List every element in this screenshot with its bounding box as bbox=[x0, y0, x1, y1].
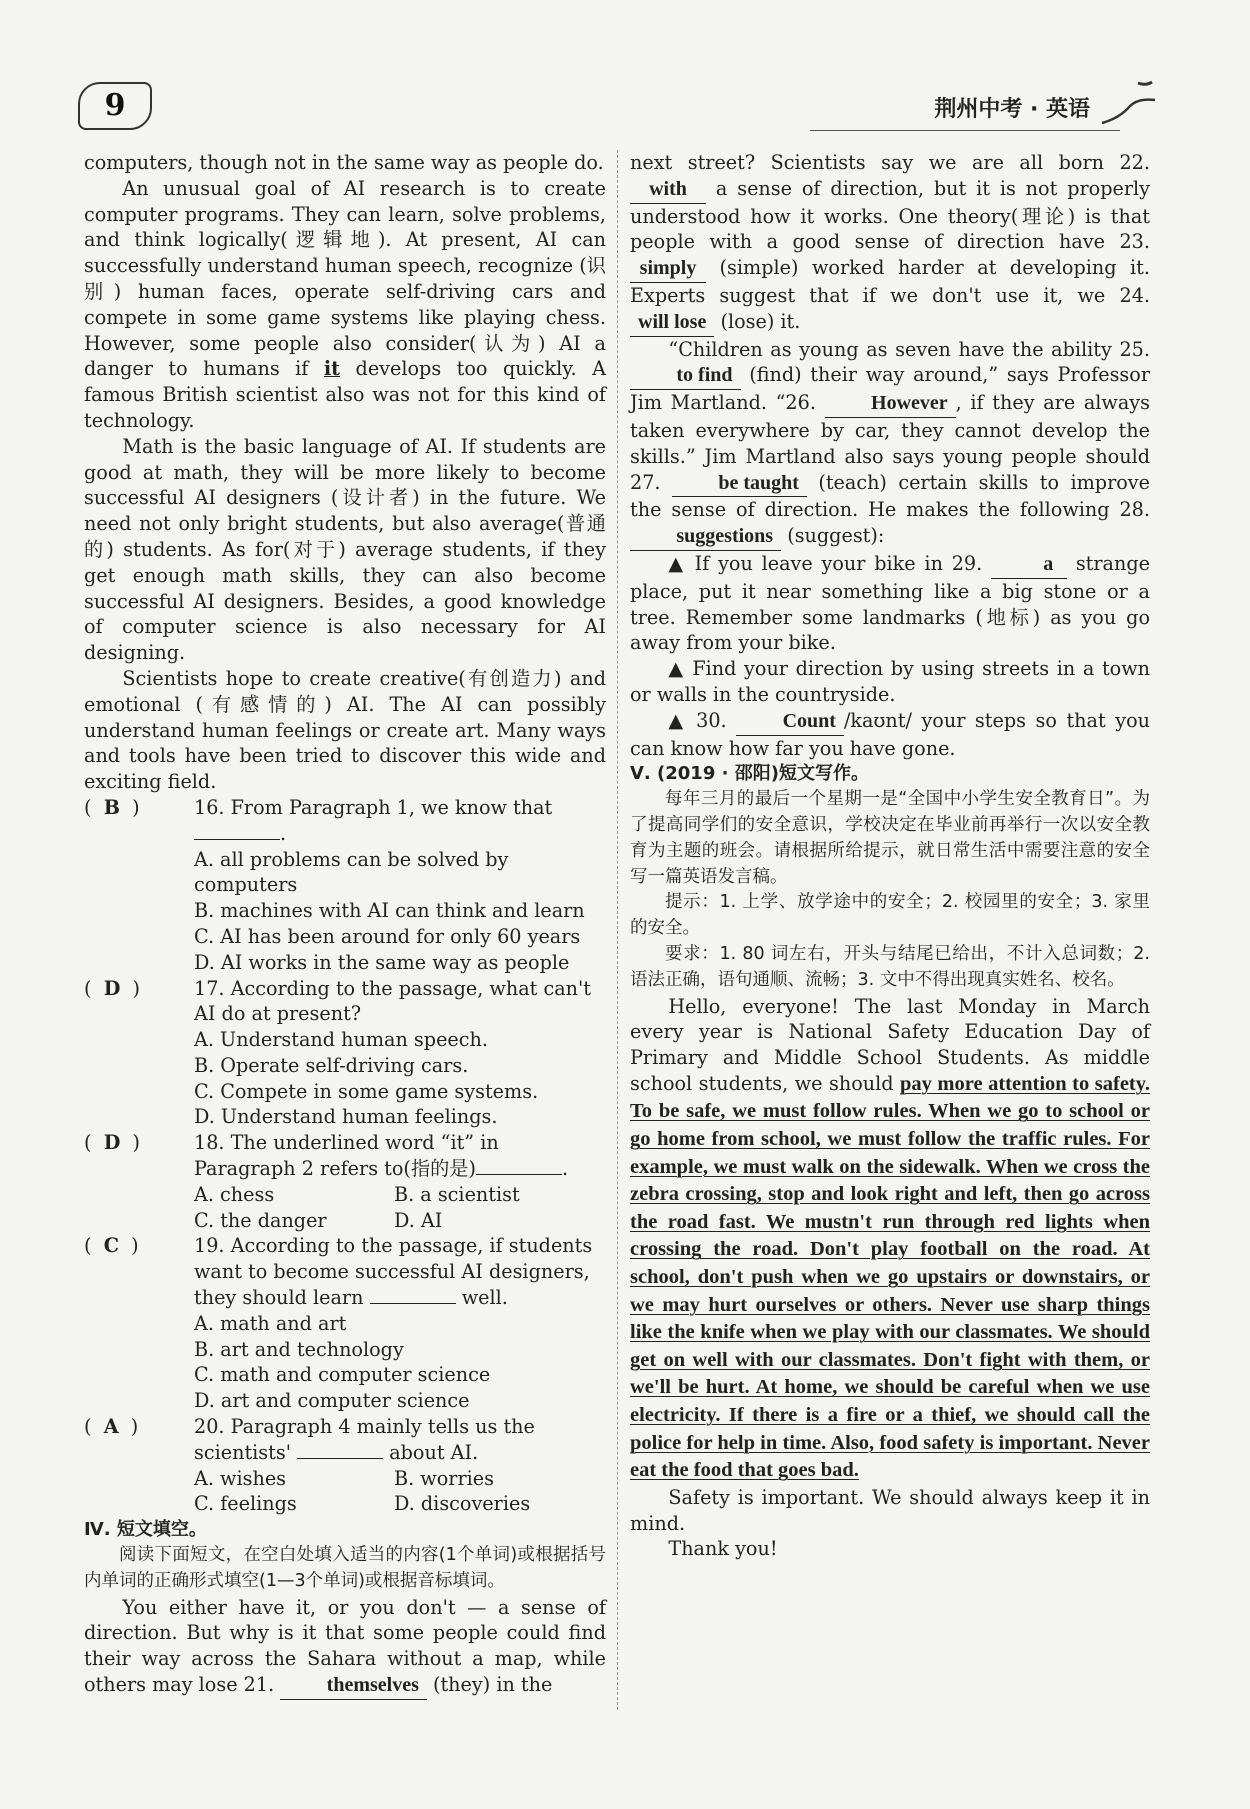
page-number: 9 bbox=[78, 82, 152, 130]
header-title: 荆州中考 · 英语 bbox=[934, 97, 1090, 122]
question-17: ( D ) 17. According to the passage, what can't AI do at present? A. Understand human speech. B. Operate self-driving cars. C. Compete in some game systems. D. Understand human feelings. bbox=[84, 976, 606, 1131]
question-stem: 17. According to the passage, what can't AI do at present? bbox=[194, 976, 591, 1026]
writing-prompt: 每年三月的最后一个星期一是“全国中小学生安全教育日”。为了提高同学们的安全意识，学校决定在毕业前再举行一次以安全教育为主题的班会。请根据所给提示，就日常生活中需要注意的安全写一篇英语发言稿。 bbox=[630, 789, 1150, 887]
blank-21: themselves bbox=[280, 1673, 427, 1700]
blank-23: simply bbox=[630, 256, 706, 283]
blank-25: to find bbox=[630, 363, 741, 390]
essay-thanks: Thank you! bbox=[668, 1537, 778, 1561]
passage-paragraph-4: Scientists hope to create creative(有创造力) and emotional (有感情的) AI. The AI can possibly understand human feelings or create art. Many ways and tools have been tried to discover this wide and exciting field. bbox=[84, 666, 606, 794]
section-4-instructions: 阅读下面短文，在空白处填入适当的内容(1个单词)或根据括号内单词的正确形式填空(1—3个单词)或根据音标填词。 bbox=[84, 1545, 606, 1591]
option-a: A. Understand human speech. bbox=[194, 1028, 488, 1052]
section-5-title: Ⅴ. (2019 · 邵阳)短文写作。 bbox=[630, 763, 869, 785]
option-c: C. the danger bbox=[194, 1208, 327, 1232]
question-stem: 20. Paragraph 4 mainly tells us the scientists' bbox=[194, 1415, 535, 1464]
blank-27: be taught bbox=[672, 471, 807, 498]
passage-paragraph-2 bbox=[84, 176, 606, 434]
answer-17: D bbox=[103, 976, 121, 1000]
cloze-tip-3: ▲ 30. Count /kaʊnt/ your steps so that you can know how far you have gone. bbox=[630, 708, 1150, 760]
option-b: B. machines with AI can think and learn bbox=[194, 899, 585, 923]
blank-22: with bbox=[630, 177, 706, 204]
cloze-paragraph-1-cont: next street? Scientists say we are all born 22. with a sense of direction, but it is not properly understood how it works. One theory(理论) is that people with a good sense of direction have 23. simply (simple) worked harder at developing it. Experts suggest that if we don't use it, we 24. will lose (lose) it. bbox=[630, 150, 1150, 337]
answer-19: C bbox=[103, 1234, 119, 1258]
option-d: D. AI works in the same way as people bbox=[194, 950, 570, 974]
paragraph-text-end: develops too quickly. A famous British scientist also was not for this kind of technology. bbox=[84, 357, 606, 432]
option-c: C. AI has been around for only 60 years bbox=[194, 924, 581, 948]
question-19: ( C ) 19. According to the passage, if students want to become successful AI designers, they should learn well. A. math and art B. art and technology C. math and computer science D. art and computer science bbox=[84, 1233, 606, 1414]
blank-30: Count bbox=[736, 709, 844, 736]
blank-29: a bbox=[991, 552, 1067, 579]
blank-28: suggestions bbox=[630, 524, 781, 551]
option-c: C. feelings bbox=[194, 1492, 297, 1516]
passage-continued: computers, though not in the same way as people do. bbox=[84, 151, 604, 174]
option-d: D. discoveries bbox=[394, 1492, 531, 1516]
question-stem: 19. According to the passage, if students want to become successful AI designers, they should learn bbox=[194, 1234, 593, 1310]
question-stem: 16. From Paragraph 1, we know that bbox=[194, 795, 553, 819]
answer-18: D bbox=[103, 1131, 121, 1155]
question-20: ( A ) 20. Paragraph 4 mainly tells us the scientists' about AI. A. wishes B. worries C. feelings D. discoveries bbox=[84, 1414, 606, 1517]
essay-answer: pay more attention to safety. To be safe, we must follow rules. When we go to school or go home from school, we must follow the traffic rules. For example, we must walk on the sidewalk. When we cross the zebra crossing, stop and look right and left, then go across the road fast. We mustn't run through red lights when crossing the road. Don't play football on the road. At school, don't push when we go upstairs or downstairs, or we may hurt ourselves or others. Never use sharp things like the knife when we play with our classmates. We should get on well with our classmates. Don't fight with them, or we'll be hurt. At home, we should be careful when we use electricity. If there is a fire or a thief, we should call the police for help in time. Also, food safety is important. Never eat the food that goes bad. bbox=[630, 1072, 1150, 1482]
cloze-paragraph-1: You either have it, or you don't — a sense of direction. But why is it that some people could find their way across the Sahara without a map, while others may lose 21. themselves (they) in the bbox=[84, 1595, 606, 1700]
answer-blank bbox=[370, 1303, 456, 1304]
page-header bbox=[70, 78, 1160, 138]
option-a: A. wishes bbox=[194, 1466, 287, 1490]
option-b: B. worries bbox=[394, 1466, 494, 1490]
option-d: D. art and computer science bbox=[194, 1389, 470, 1413]
option-a: A. chess bbox=[194, 1182, 275, 1206]
question-18: ( D ) 18. The underlined word “it” in Paragraph 2 refers to(指的是) . A. chess B. a scientist C. the danger D. AI bbox=[84, 1130, 606, 1233]
option-b: B. a scientist bbox=[394, 1182, 520, 1206]
paragraph-text: An unusual goal of AI research is to create computer programs. They can learn, solve problems, and think logically(逻辑地). At present, AI can successfully understand human speech, recognize (识别) human faces, operate self-driving cars and compete in some game systems like playing chess. However, some people also consider(认为) AI a danger to humans if bbox=[84, 176, 606, 381]
left-column bbox=[84, 150, 606, 1700]
swoosh-ornament-icon bbox=[1100, 78, 1160, 128]
option-a: A. all problems can be solved by computers bbox=[194, 847, 509, 897]
right-column bbox=[630, 150, 1150, 1562]
answer-blank bbox=[476, 1174, 562, 1175]
underlined-word-it: it bbox=[323, 357, 341, 381]
passage-paragraph-3: Math is the basic language of AI. If students are good at math, they will be more likely to become successful AI designers (设计者) in the future. We need not only bright students, but also average(普通的) students. As for(对于) average students, if they get enough math skills, they can also become successful AI designers. Besides, a good knowledge of computer science is also necessary for AI designing. bbox=[84, 434, 606, 665]
option-b: B. Operate self-driving cars. bbox=[194, 1053, 469, 1077]
answer-blank bbox=[297, 1458, 383, 1459]
answer-20: A bbox=[103, 1415, 119, 1439]
option-d: D. Understand human feelings. bbox=[194, 1105, 498, 1129]
essay-opening: Hello, everyone! The last Monday in March every year is National Safety Education Day of Primary and Middle School Students. As middle school students, we should pay more attention to safety. To be safe, we must follow rules. When we go to school or go home from school, we must follow the traffic rules. For example, we must walk on the sidewalk. When we cross the zebra crossing, stop and look right and left, then go across the road fast. We mustn't run through red lights when crossing the road. Don't play football on the road. At school, don't push when we go upstairs or downstairs, or we may hurt ourselves or others. Never use sharp things like the knife when we play with our classmates. We should get on well with our classmates. Don't fight with them, or we'll be hurt. At home, we should be careful when we use electricity. If there is a fire or a thief, we should call the police for help in time. Also, food safety is important. Never eat the food that goes bad. bbox=[630, 994, 1150, 1482]
option-c: C. math and computer science bbox=[194, 1363, 491, 1387]
column-divider bbox=[617, 150, 618, 1710]
option-a: A. math and art bbox=[194, 1311, 347, 1335]
blank-24: will lose bbox=[630, 310, 714, 337]
question-stem: 18. The underlined word “it” in Paragraph 2 refers to(指的是) bbox=[194, 1131, 499, 1181]
section-4-title: Ⅳ. 短文填空。 bbox=[84, 1519, 207, 1541]
writing-requirements: 要求：1. 80 词左右，开头与结尾已给出，不计入总词数；2. 语法正确，语句通顺、流畅；3. 文中不得出现真实姓名、校名。 bbox=[630, 943, 1150, 990]
header-rule bbox=[810, 130, 1120, 131]
cloze-tip-1: ▲ If you leave your bike in 29. a strange place, put it near something like a big stone or a tree. Remember some landmarks (地标) as you go away from your bike. bbox=[630, 551, 1150, 655]
blank-26: However bbox=[825, 391, 956, 418]
option-c: C. Compete in some game systems. bbox=[194, 1079, 539, 1103]
question-16: ( B ) 16. From Paragraph 1, we know that . A. all problems can be solved by computers B. machines with AI can think and learn C. AI has been around for only 60 years D. AI works in the same way as people bbox=[84, 795, 606, 976]
option-b: B. art and technology bbox=[194, 1337, 404, 1361]
cloze-paragraph-2: “Children as young as seven have the ability 25. to find (find) their way around,” says Professor Jim Martland. “26. However , if they are always taken everywhere by car, they cannot develop the skills.” Jim Martland also says young people should 27. be taught (teach) certain skills to improve the sense of direction. He makes the following 28. suggestions (suggest): bbox=[630, 337, 1150, 551]
essay-closing: Safety is important. We should always keep it in mind. bbox=[630, 1485, 1150, 1535]
option-d: D. AI bbox=[394, 1208, 443, 1232]
answer-16: B bbox=[103, 795, 120, 819]
writing-hints: 提示：1. 上学、放学途中的安全；2. 校园里的安全；3. 家里的安全。 bbox=[630, 892, 1150, 939]
cloze-tip-2: ▲ Find your direction by using streets in a town or walls in the countryside. bbox=[630, 657, 1150, 706]
answer-blank bbox=[194, 839, 280, 840]
